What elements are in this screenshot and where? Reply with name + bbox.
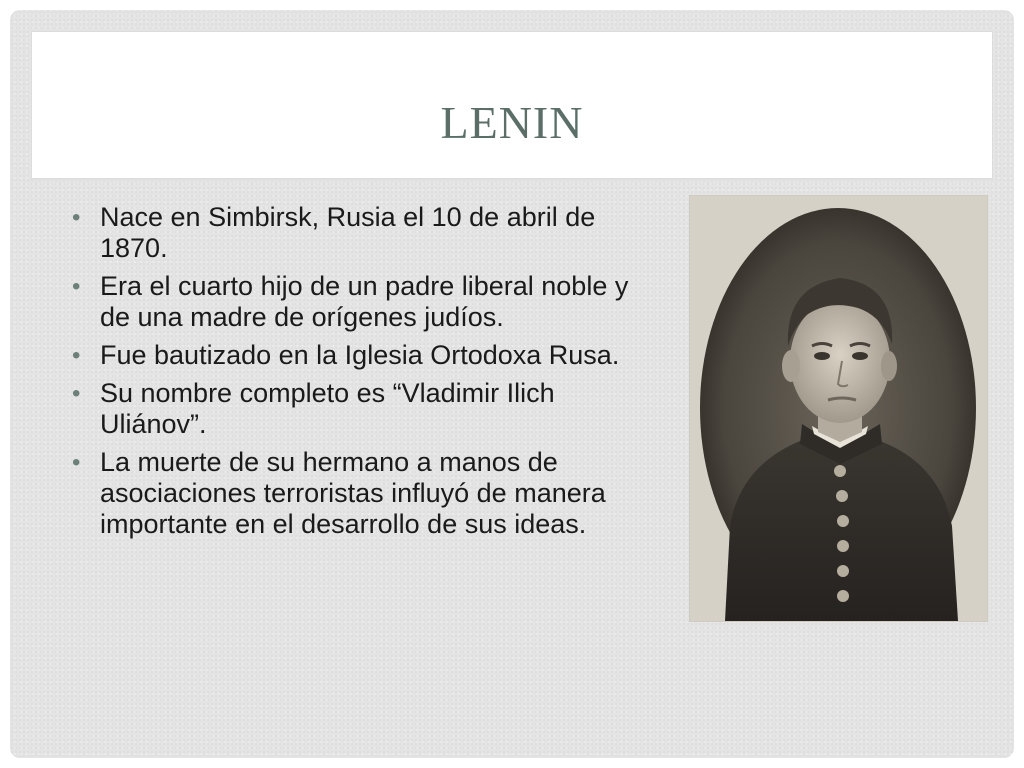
bullet-item: • Su nombre completo es “Vladimir Ilich Uliánov”. xyxy=(72,378,662,440)
bullet-item: • Nace en Simbirsk, Rusia el 10 de abril de 1870. xyxy=(72,202,662,264)
bullet-item: • Era el cuarto hijo de un padre liberal noble y de una madre de orígenes judíos. xyxy=(72,271,662,333)
slide xyxy=(10,10,1014,758)
bullet-list xyxy=(72,202,662,547)
title-box xyxy=(32,32,992,178)
portrait-photo xyxy=(690,196,987,621)
bullet-item: • Fue bautizado en la Iglesia Ortodoxa Rusa. xyxy=(72,340,662,371)
bullet-item: • La muerte de su hermano a manos de asociaciones terroristas influyó de manera importante en el desarrollo de sus ideas. xyxy=(72,447,662,540)
slide-title: LENIN xyxy=(440,97,584,148)
